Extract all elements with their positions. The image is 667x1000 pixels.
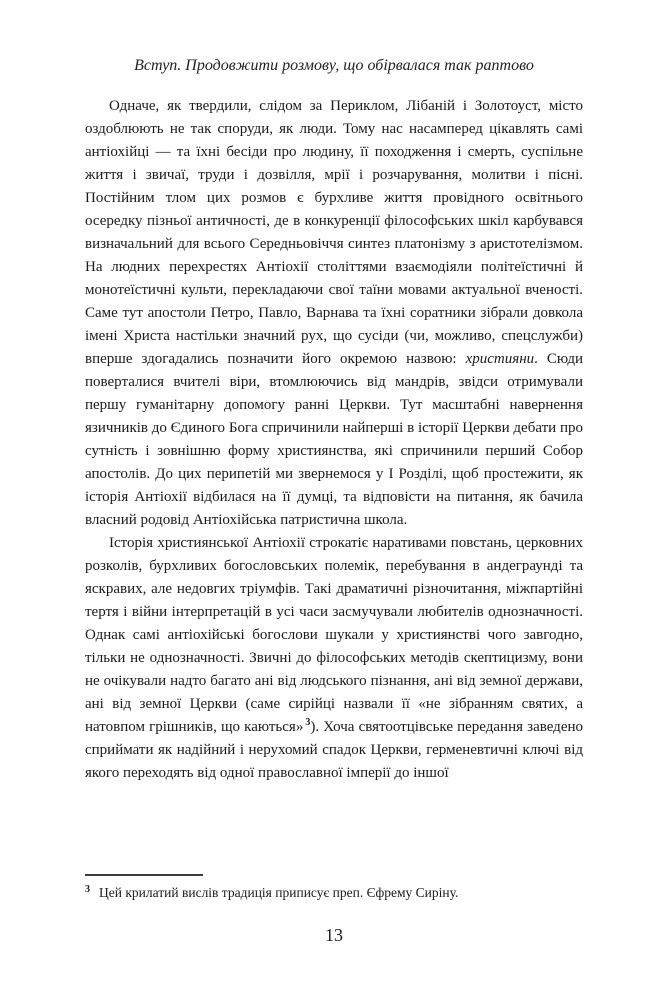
text-segment: Історія християнської Антіохії строкатіє наративами повстань, церковних розколів, бурхливих богословських полемік, перебування в андеграунді та яскравих, але недовгих тріумфів. Такі драматичні різночитання, міжпартійні тертя і війни інтерпретацій в усі часи засмучували любителів однозначності. Однак самі антіохійські богослови шукали у християнстві чого завгодно, тільки не однозначності. Звичні до філософських методів скептицизму, вони не очікували надто багато ані від людського пізнання, ані від земної держави, ані від земної Церкви (саме сирійці назвали її «не зібранням святих, а натовпом грішників, що каються» — [85, 535, 583, 735]
superscript-note-ref: 3 — [305, 717, 311, 728]
page-number: 13 — [325, 925, 343, 945]
footnote-block — [85, 874, 583, 902]
text-segment: ). Хоча святоотцівське передання заведено сприймати як надійний і нерухомий спадок Церкви, герменевтичні ключі від якого переходять від одної православної імперії до іншої — [85, 719, 584, 781]
paragraph — [85, 532, 583, 785]
paragraph — [85, 95, 583, 532]
footnote-marker: 3 — [85, 883, 90, 895]
body-text — [85, 95, 583, 785]
text-segment: Одначе, як твердили, слідом за Периклом, Лібаній і Золотоуст, місто оздоблюють не так споруди, як люди. Тому нас насамперед цікавлять самі антіохійці — та їхні бесіди про людину, її походження і смерть, суспільне життя і звичаї, труди і дозвілля, мрії і розчарування, молитви і пісні. Постійним тлом цих розмов є бурхливе життя провідного освітнього осередку пізньої античності, де в конкуренції філософських шкіл карбувався визначальний для всього Середньовіччя синтез платонізму з аристотелізмом. На людних перехрестях Антіохії століттями взаємодіяли політеїстичні й монотеїстичні культи, перекладаючи свої таїни мовами актуальної вченості. Саме тут апостоли Петро, Павло, Варнава та їхні соратники зібрали довкола імені Христа настільки значний рух, що сусіди (чи, можливо, спецслужби) вперше здогадались позначити його окремою назвою: — [85, 98, 583, 367]
footnote-rule — [85, 874, 203, 876]
text-segment: . Сюди поверталися вчителі віри, втомлюючись від мандрів, звідси отримували першу гуманітарну допомогу ранні Церкви. Тут масштабні навернення язичників до Єдиного Бога спричинили найперші в історії Церкви дебати про сутність і зовнішню форму християнства, які спричинили перший Собор апостолів. До цих перипетій ми звернемося у І Розділі, щоб простежити, як історія Антіохії відбилася на її думці, та відповісти на питання, як бачила власний родовід Антіохійська патристична школа. — [85, 351, 584, 528]
running-header: Вступ. Продовжити розмову, що обірвалася так раптово — [134, 57, 534, 74]
footnote-text: Цей крилатий вислів традиція приписує преп. Єфрему Сиріну. — [99, 885, 459, 900]
italic-term: християни — [465, 351, 535, 367]
footnote — [85, 884, 583, 902]
